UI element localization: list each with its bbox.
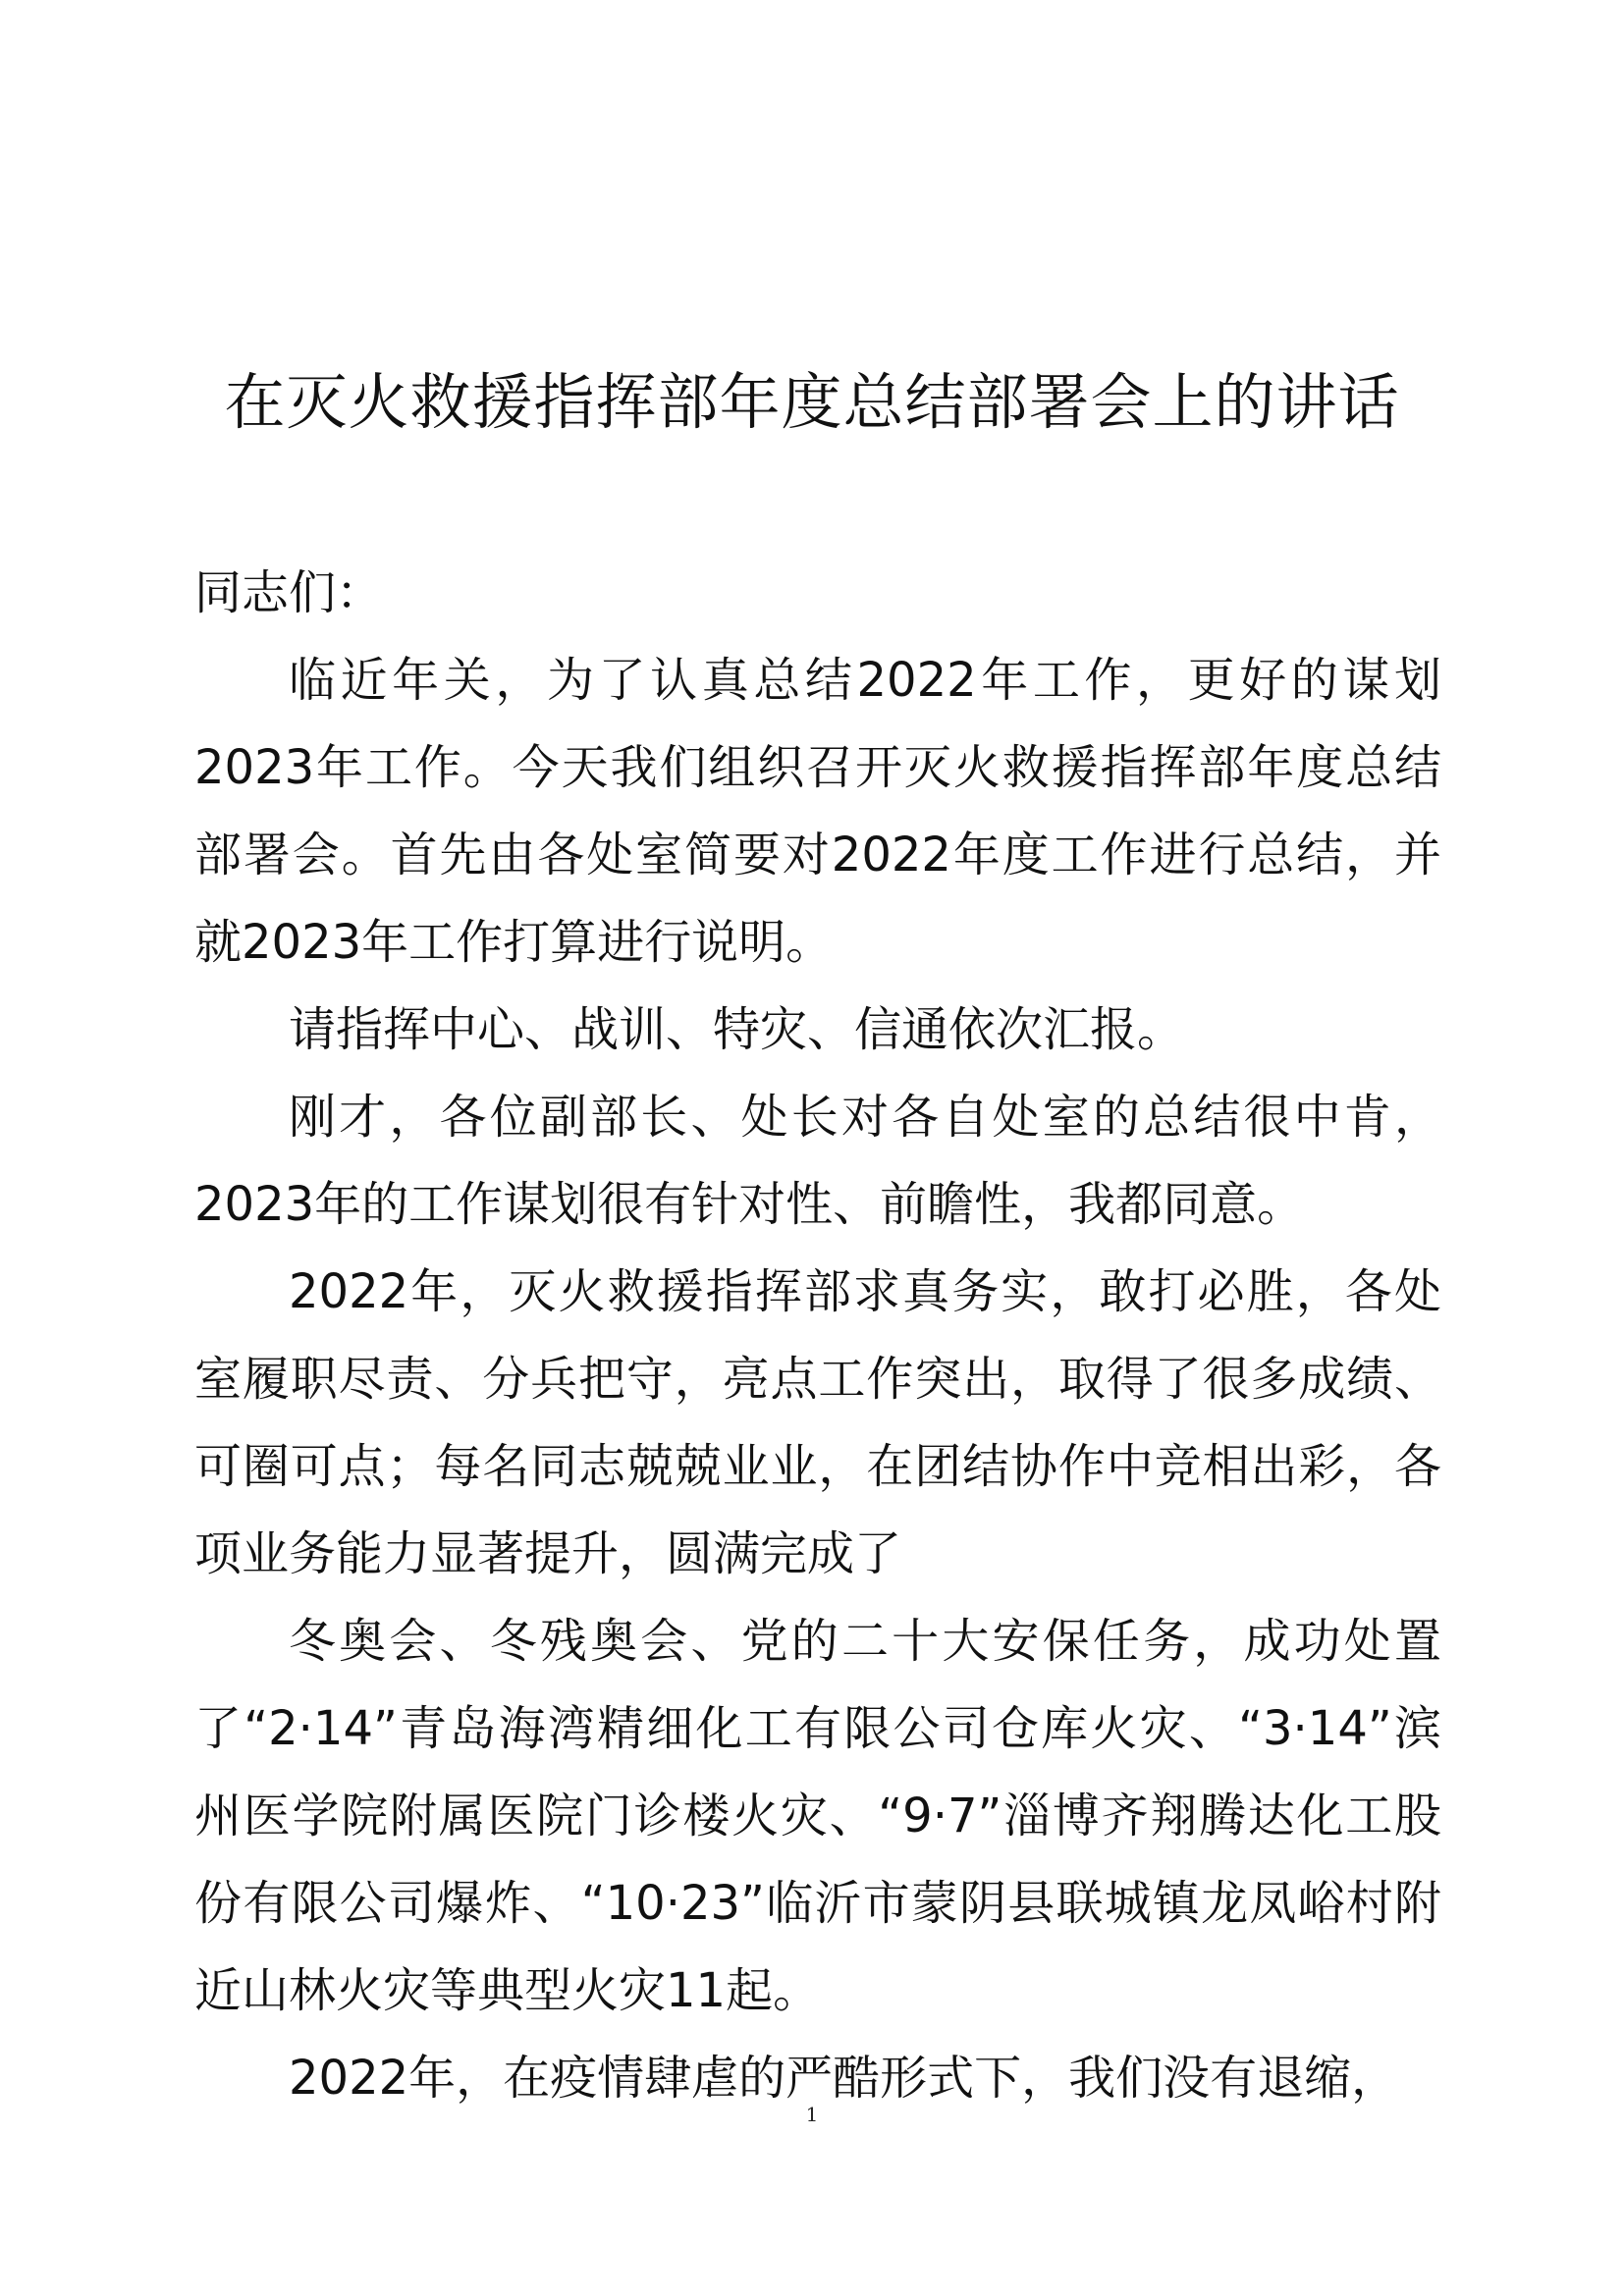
paragraph: 刚才，各位副部长、处长对各自处室的总结很中肯，2023年的工作谋划很有针对性、前瞻性，我都同意。	[194, 1090, 1441, 1232]
document-body	[194, 550, 1441, 2122]
page-number: 1	[805, 2103, 819, 2126]
paragraph: 临近年关，为了认真总结2022年工作，更好的谋划2023年工作。今天我们组织召开灭火救援指挥部年度总结部署会。首先由各处室简要对2022年度工作进行总结，并就2023年工作打算进行说明。	[194, 653, 1441, 970]
paragraph: 冬奥会、冬残奥会、党的二十大安保任务，成功处置了“2·14”青岛海湾精细化工有限公司仓库火灾、“3·14”滨州医学院附属医院门诊楼火灾、“9·7”淄博齐翔腾达化工股份有限公司爆炸、“10·23”临沂市蒙阴县联城镇龙凤峪村附近山林火灾等典型火灾11起。	[194, 1614, 1441, 2018]
paragraph: 请指挥中心、战训、特灾、信通依次汇报。	[289, 1002, 1185, 1057]
paragraph: 2022年，在疫情肆虐的严酷形式下，我们没有退缩，	[289, 2051, 1399, 2106]
paragraph: 2022年，灭火救援指挥部求真务实，敢打必胜，各处室履职尽责、分兵把守，亮点工作突出，取得了很多成绩、可圈可点；每名同志兢兢业业，在团结协作中竞相出彩，各项业务能力显著提升，圆满完成了	[194, 1264, 1441, 1581]
document-title: 在灭火救援指挥部年度总结部署会上的讲话	[224, 366, 1400, 438]
salutation: 同志们：	[194, 565, 384, 620]
